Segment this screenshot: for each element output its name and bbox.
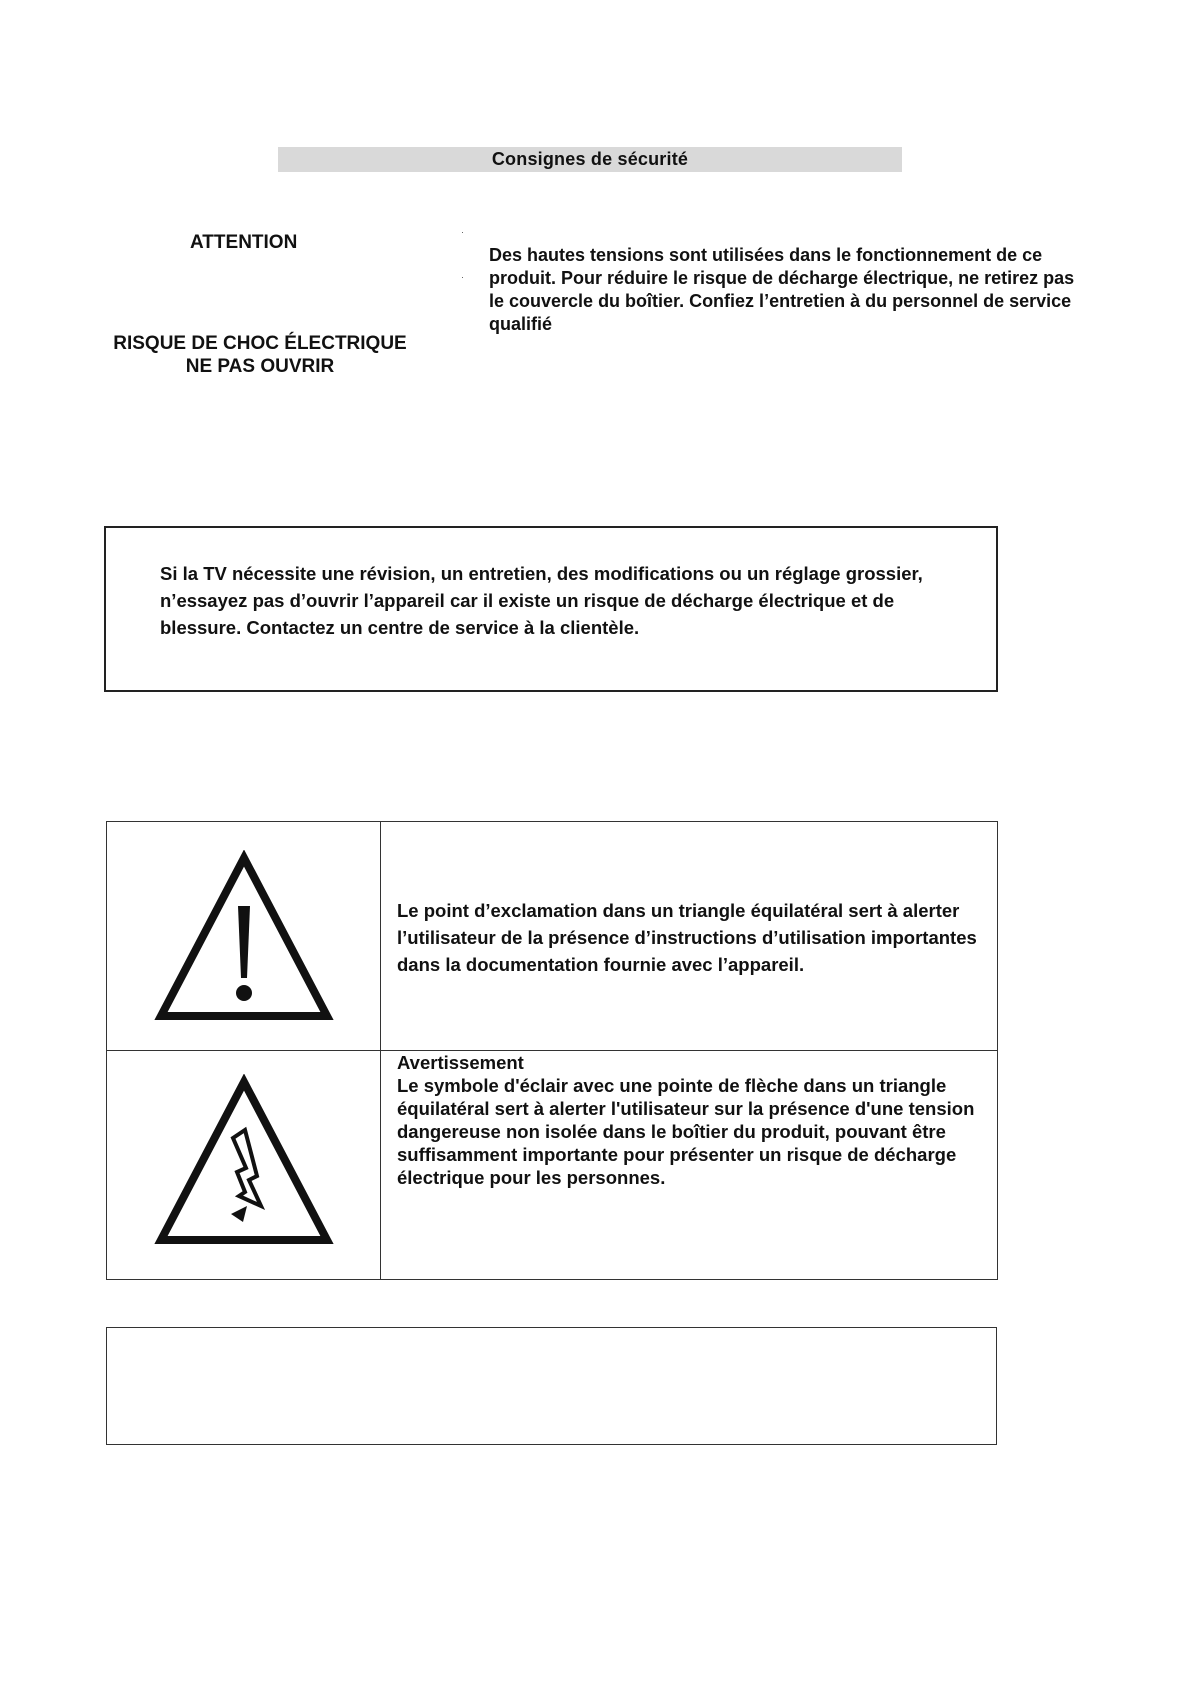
- do-not-open-label: NE PAS OUVRIR: [185, 356, 335, 377]
- high-voltage-notice: Des hautes tensions sont utilisées dans le fonctionnement de ce produit. Pour réduire le risque de décharge électrique, ne retirez pas le couvercle du boîtier. Confiez l’entretien à du personnel de service qualifié: [489, 245, 1075, 334]
- lightning-triangle-icon: [153, 1074, 335, 1246]
- symbol-table: [106, 821, 998, 1280]
- warning-title: Avertissement: [397, 1052, 524, 1073]
- table-divider-horizontal: [107, 1050, 997, 1051]
- lightning-symbol-description: Le symbole d'éclair avec une pointe de flèche dans un triangle équilatéral sert à alerter l'utilisateur sur la présence d'une tension dangereuse non isolée dans le boîtier du produit, pouvant être suffisamment importante pour présenter un risque de décharge électrique pour les personnes.: [397, 1075, 975, 1188]
- scan-dot: [462, 277, 463, 278]
- page-title: Consignes de sécurité: [278, 147, 902, 172]
- attention-label: ATTENTION: [190, 232, 298, 253]
- empty-box: [106, 1327, 997, 1445]
- shock-risk-label: RISQUE DE CHOC ÉLECTRIQUE: [113, 333, 407, 354]
- service-notice-text: Si la TV nécessite une révision, un entretien, des modifications ou un réglage grossier, n’essayez pas d’ouvrir l’appareil car il existe un risque de décharge électrique et de blessure. Contactez un centre de service à la clientèle.: [160, 563, 923, 638]
- service-notice-box: [104, 526, 998, 692]
- scan-dot: [462, 232, 463, 233]
- exclamation-symbol-description: Le point d’exclamation dans un triangle équilatéral sert à alerter l’utilisateur de la présence d’instructions d’utilisation importantes dans la documentation fournie avec l’appareil.: [397, 900, 977, 975]
- exclamation-triangle-icon: [153, 850, 335, 1022]
